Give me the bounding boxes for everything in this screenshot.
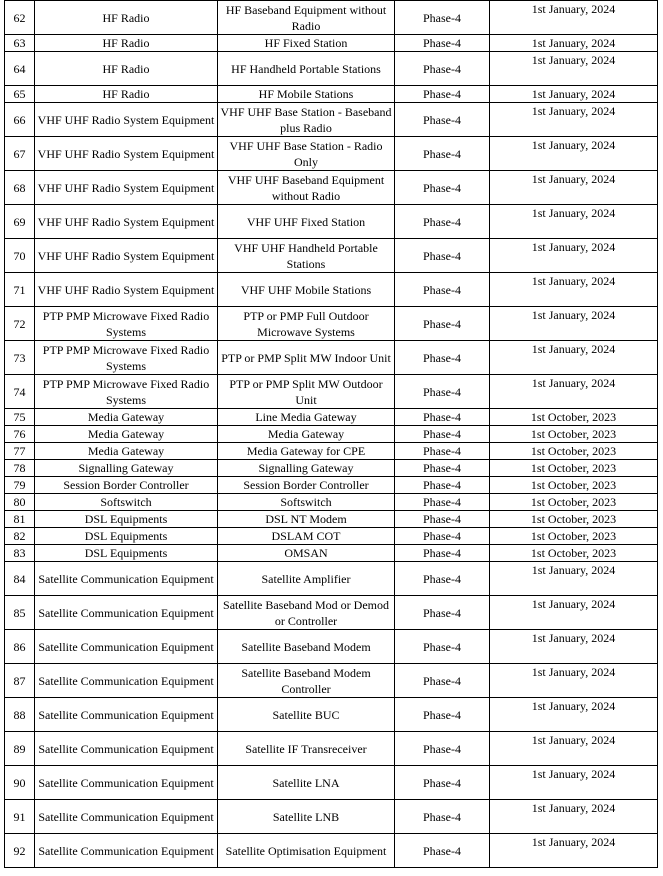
product-name-cell: OMSAN <box>218 545 395 562</box>
table-row <box>5 52 658 86</box>
product-name-cell: VHF UHF Handheld Portable Stations <box>218 239 395 273</box>
phase-cell: Phase-4 <box>395 171 490 205</box>
row-number-cell: 85 <box>5 596 35 630</box>
table-row <box>5 375 658 409</box>
equipment-category-cell: PTP PMP Microwave Fixed Radio Systems <box>35 341 218 375</box>
equipment-category-cell: Satellite Communication Equipment <box>35 596 218 630</box>
effective-date-cell: 1st January, 2024 <box>490 341 658 375</box>
product-name-cell: HF Mobile Stations <box>218 86 395 103</box>
table-row <box>5 698 658 732</box>
phase-cell: Phase-4 <box>395 239 490 273</box>
phase-cell: Phase-4 <box>395 443 490 460</box>
equipment-category-cell: DSL Equipments <box>35 511 218 528</box>
phase-cell: Phase-4 <box>395 698 490 732</box>
effective-date-cell: 1st January, 2024 <box>490 562 658 596</box>
effective-date-cell: 1st January, 2024 <box>490 375 658 409</box>
product-name-cell: PTP or PMP Split MW Indoor Unit <box>218 341 395 375</box>
row-number-cell: 64 <box>5 52 35 86</box>
table-row <box>5 426 658 443</box>
effective-date-cell: 1st January, 2024 <box>490 103 658 137</box>
row-number-cell: 67 <box>5 137 35 171</box>
effective-date-cell: 1st January, 2024 <box>490 52 658 86</box>
effective-date-cell: 1st January, 2024 <box>490 596 658 630</box>
phase-cell: Phase-4 <box>395 545 490 562</box>
effective-date-cell: 1st January, 2024 <box>490 35 658 52</box>
equipment-category-cell: HF Radio <box>35 86 218 103</box>
product-name-cell: PTP or PMP Split MW Outdoor Unit <box>218 375 395 409</box>
equipment-category-cell: VHF UHF Radio System Equipment <box>35 103 218 137</box>
equipment-category-cell: Signalling Gateway <box>35 460 218 477</box>
effective-date-cell: 1st October, 2023 <box>490 511 658 528</box>
row-number-cell: 75 <box>5 409 35 426</box>
phase-cell: Phase-4 <box>395 137 490 171</box>
equipment-category-cell: PTP PMP Microwave Fixed Radio Systems <box>35 307 218 341</box>
equipment-category-cell: VHF UHF Radio System Equipment <box>35 171 218 205</box>
row-number-cell: 77 <box>5 443 35 460</box>
effective-date-cell: 1st January, 2024 <box>490 171 658 205</box>
phase-cell: Phase-4 <box>395 1 490 35</box>
table-row <box>5 409 658 426</box>
equipment-category-cell: Media Gateway <box>35 443 218 460</box>
table-row <box>5 545 658 562</box>
product-name-cell: Signalling Gateway <box>218 460 395 477</box>
phase-cell: Phase-4 <box>395 528 490 545</box>
equipment-category-cell: VHF UHF Radio System Equipment <box>35 137 218 171</box>
table-body <box>5 1 658 868</box>
row-number-cell: 63 <box>5 35 35 52</box>
equipment-category-cell: VHF UHF Radio System Equipment <box>35 205 218 239</box>
product-name-cell: VHF UHF Base Station - Baseband plus Radio <box>218 103 395 137</box>
table-row <box>5 494 658 511</box>
table-row <box>5 834 658 868</box>
phase-cell: Phase-4 <box>395 341 490 375</box>
effective-date-cell: 1st October, 2023 <box>490 494 658 511</box>
row-number-cell: 66 <box>5 103 35 137</box>
table-row <box>5 205 658 239</box>
equipment-category-cell: Satellite Communication Equipment <box>35 800 218 834</box>
row-number-cell: 92 <box>5 834 35 868</box>
table-row <box>5 664 658 698</box>
phase-cell: Phase-4 <box>395 460 490 477</box>
row-number-cell: 89 <box>5 732 35 766</box>
row-number-cell: 76 <box>5 426 35 443</box>
row-number-cell: 70 <box>5 239 35 273</box>
product-name-cell: VHF UHF Base Station - Radio Only <box>218 137 395 171</box>
equipment-category-cell: Media Gateway <box>35 409 218 426</box>
table-row <box>5 732 658 766</box>
effective-date-cell: 1st January, 2024 <box>490 766 658 800</box>
effective-date-cell: 1st January, 2024 <box>490 834 658 868</box>
table-row <box>5 341 658 375</box>
table-row <box>5 766 658 800</box>
phase-cell: Phase-4 <box>395 205 490 239</box>
phase-cell: Phase-4 <box>395 562 490 596</box>
product-name-cell: Satellite Optimisation Equipment <box>218 834 395 868</box>
equipment-category-cell: Satellite Communication Equipment <box>35 664 218 698</box>
product-name-cell: HF Baseband Equipment without Radio <box>218 1 395 35</box>
effective-date-cell: 1st January, 2024 <box>490 307 658 341</box>
product-name-cell: Softswitch <box>218 494 395 511</box>
row-number-cell: 62 <box>5 1 35 35</box>
phase-cell: Phase-4 <box>395 35 490 52</box>
effective-date-cell: 1st October, 2023 <box>490 443 658 460</box>
row-number-cell: 81 <box>5 511 35 528</box>
effective-date-cell: 1st October, 2023 <box>490 460 658 477</box>
table-row <box>5 596 658 630</box>
effective-date-cell: 1st January, 2024 <box>490 630 658 664</box>
table-row <box>5 35 658 52</box>
product-name-cell: DSL NT Modem <box>218 511 395 528</box>
product-name-cell: Session Border Controller <box>218 477 395 494</box>
product-name-cell: Satellite IF Transreceiver <box>218 732 395 766</box>
phase-cell: Phase-4 <box>395 375 490 409</box>
equipment-category-cell: VHF UHF Radio System Equipment <box>35 273 218 307</box>
effective-date-cell: 1st January, 2024 <box>490 800 658 834</box>
row-number-cell: 84 <box>5 562 35 596</box>
table-row <box>5 171 658 205</box>
product-name-cell: HF Handheld Portable Stations <box>218 52 395 86</box>
product-name-cell: DSLAM COT <box>218 528 395 545</box>
equipment-category-cell: Satellite Communication Equipment <box>35 834 218 868</box>
effective-date-cell: 1st January, 2024 <box>490 698 658 732</box>
table-row <box>5 460 658 477</box>
effective-date-cell: 1st October, 2023 <box>490 409 658 426</box>
table-row <box>5 239 658 273</box>
table-row <box>5 800 658 834</box>
row-number-cell: 73 <box>5 341 35 375</box>
phase-cell: Phase-4 <box>395 596 490 630</box>
phase-cell: Phase-4 <box>395 86 490 103</box>
product-name-cell: Line Media Gateway <box>218 409 395 426</box>
table-row <box>5 1 658 35</box>
row-number-cell: 78 <box>5 460 35 477</box>
equipment-category-cell: PTP PMP Microwave Fixed Radio Systems <box>35 375 218 409</box>
equipment-schedule-table <box>4 0 658 868</box>
row-number-cell: 91 <box>5 800 35 834</box>
product-name-cell: Satellite Baseband Modem Controller <box>218 664 395 698</box>
effective-date-cell: 1st October, 2023 <box>490 545 658 562</box>
effective-date-cell: 1st January, 2024 <box>490 664 658 698</box>
table-row <box>5 137 658 171</box>
phase-cell: Phase-4 <box>395 732 490 766</box>
product-name-cell: VHF UHF Mobile Stations <box>218 273 395 307</box>
product-name-cell: Media Gateway for CPE <box>218 443 395 460</box>
row-number-cell: 87 <box>5 664 35 698</box>
row-number-cell: 65 <box>5 86 35 103</box>
effective-date-cell: 1st January, 2024 <box>490 86 658 103</box>
row-number-cell: 74 <box>5 375 35 409</box>
effective-date-cell: 1st January, 2024 <box>490 273 658 307</box>
equipment-category-cell: Softswitch <box>35 494 218 511</box>
equipment-category-cell: Session Border Controller <box>35 477 218 494</box>
table-row <box>5 307 658 341</box>
effective-date-cell: 1st January, 2024 <box>490 239 658 273</box>
row-number-cell: 82 <box>5 528 35 545</box>
equipment-category-cell: Satellite Communication Equipment <box>35 562 218 596</box>
table-row <box>5 86 658 103</box>
row-number-cell: 88 <box>5 698 35 732</box>
row-number-cell: 71 <box>5 273 35 307</box>
equipment-category-cell: DSL Equipments <box>35 528 218 545</box>
row-number-cell: 90 <box>5 766 35 800</box>
phase-cell: Phase-4 <box>395 664 490 698</box>
product-name-cell: VHF UHF Fixed Station <box>218 205 395 239</box>
phase-cell: Phase-4 <box>395 630 490 664</box>
equipment-category-cell: Satellite Communication Equipment <box>35 698 218 732</box>
product-name-cell: Satellite Baseband Modem <box>218 630 395 664</box>
effective-date-cell: 1st January, 2024 <box>490 1 658 35</box>
phase-cell: Phase-4 <box>395 511 490 528</box>
product-name-cell: HF Fixed Station <box>218 35 395 52</box>
effective-date-cell: 1st January, 2024 <box>490 732 658 766</box>
row-number-cell: 80 <box>5 494 35 511</box>
effective-date-cell: 1st October, 2023 <box>490 477 658 494</box>
phase-cell: Phase-4 <box>395 103 490 137</box>
product-name-cell: VHF UHF Baseband Equipment without Radio <box>218 171 395 205</box>
phase-cell: Phase-4 <box>395 52 490 86</box>
table-row <box>5 562 658 596</box>
effective-date-cell: 1st January, 2024 <box>490 137 658 171</box>
phase-cell: Phase-4 <box>395 409 490 426</box>
row-number-cell: 79 <box>5 477 35 494</box>
phase-cell: Phase-4 <box>395 477 490 494</box>
effective-date-cell: 1st January, 2024 <box>490 205 658 239</box>
product-name-cell: Satellite LNB <box>218 800 395 834</box>
row-number-cell: 83 <box>5 545 35 562</box>
row-number-cell: 86 <box>5 630 35 664</box>
phase-cell: Phase-4 <box>395 800 490 834</box>
product-name-cell: PTP or PMP Full Outdoor Microwave Systems <box>218 307 395 341</box>
equipment-category-cell: Media Gateway <box>35 426 218 443</box>
table-row <box>5 273 658 307</box>
equipment-category-cell: VHF UHF Radio System Equipment <box>35 239 218 273</box>
product-name-cell: Media Gateway <box>218 426 395 443</box>
equipment-category-cell: HF Radio <box>35 35 218 52</box>
phase-cell: Phase-4 <box>395 766 490 800</box>
equipment-category-cell: HF Radio <box>35 52 218 86</box>
product-name-cell: Satellite Amplifier <box>218 562 395 596</box>
phase-cell: Phase-4 <box>395 494 490 511</box>
product-name-cell: Satellite LNA <box>218 766 395 800</box>
effective-date-cell: 1st October, 2023 <box>490 426 658 443</box>
table-row <box>5 103 658 137</box>
equipment-category-cell: HF Radio <box>35 1 218 35</box>
equipment-category-cell: Satellite Communication Equipment <box>35 630 218 664</box>
product-name-cell: Satellite BUC <box>218 698 395 732</box>
effective-date-cell: 1st October, 2023 <box>490 528 658 545</box>
equipment-category-cell: Satellite Communication Equipment <box>35 766 218 800</box>
product-name-cell: Satellite Baseband Mod or Demod or Controller <box>218 596 395 630</box>
phase-cell: Phase-4 <box>395 273 490 307</box>
phase-cell: Phase-4 <box>395 307 490 341</box>
phase-cell: Phase-4 <box>395 426 490 443</box>
table-row <box>5 528 658 545</box>
table-row <box>5 443 658 460</box>
phase-cell: Phase-4 <box>395 834 490 868</box>
row-number-cell: 69 <box>5 205 35 239</box>
table-row <box>5 477 658 494</box>
row-number-cell: 68 <box>5 171 35 205</box>
equipment-category-cell: DSL Equipments <box>35 545 218 562</box>
equipment-category-cell: Satellite Communication Equipment <box>35 732 218 766</box>
row-number-cell: 72 <box>5 307 35 341</box>
table-row <box>5 630 658 664</box>
table-row <box>5 511 658 528</box>
